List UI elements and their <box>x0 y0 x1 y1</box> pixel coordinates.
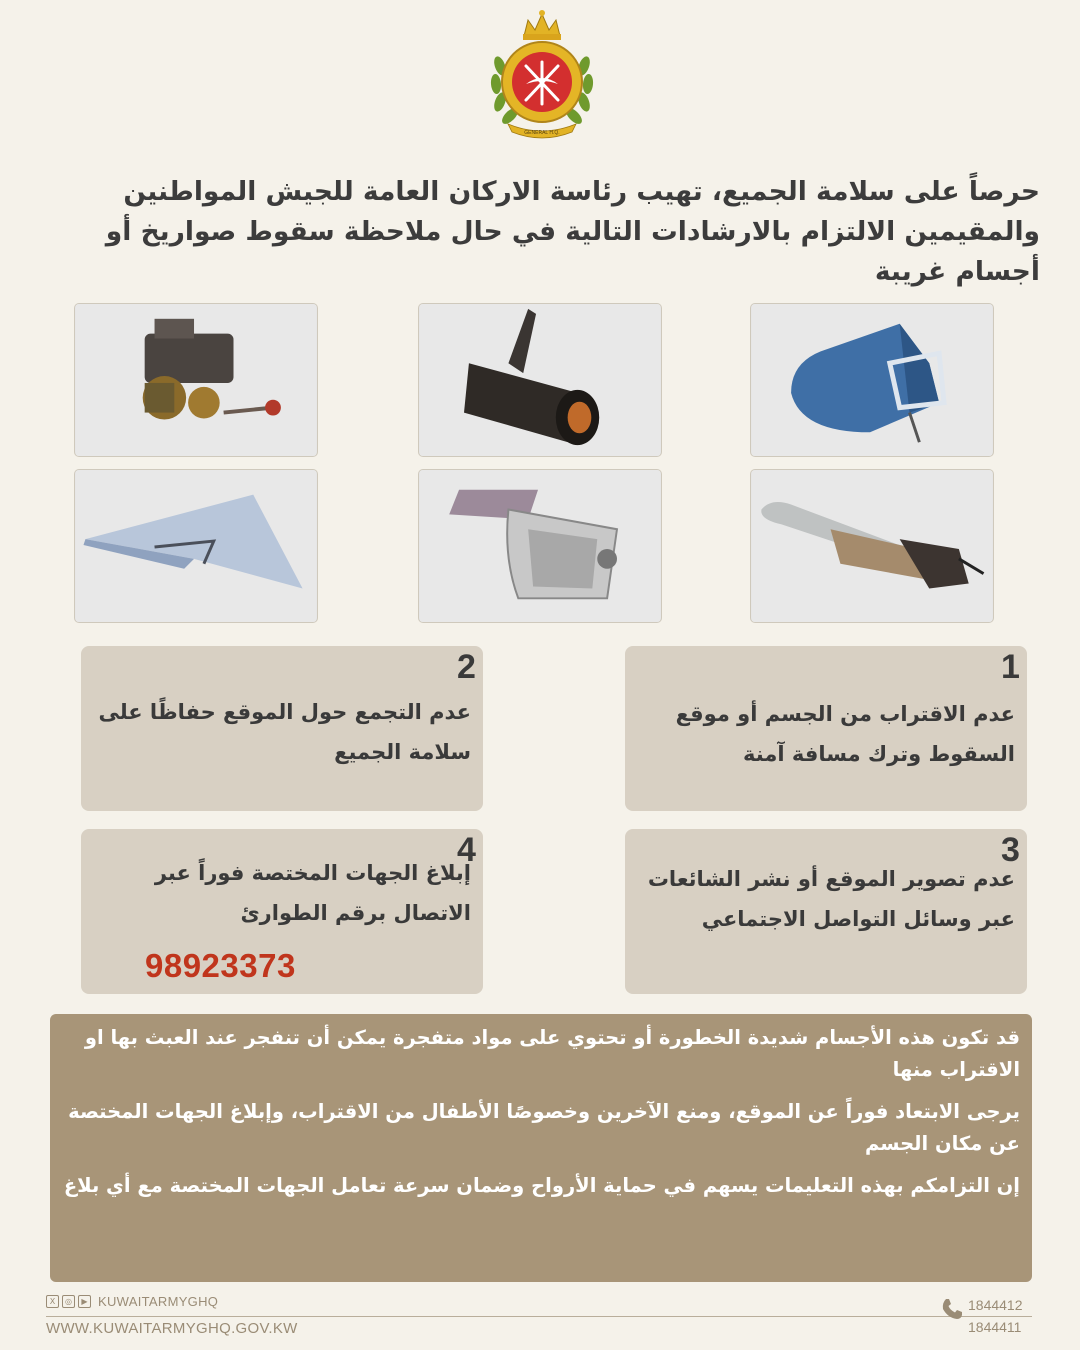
drone-wing-debris-icon <box>75 470 317 622</box>
youtube-icon[interactable]: ▶ <box>78 1295 91 1308</box>
step-4-card <box>81 829 483 994</box>
step-4-number: 4 <box>457 831 476 869</box>
phone-icon <box>940 1297 964 1321</box>
warning-paragraph-1: قد تكون هذه الأجسام شديدة الخطورة أو تحتوي على مواد متفجرة يمكن أن تنفجر عند العبث بها او الاقتراب منها <box>84 1026 1020 1081</box>
social-links <box>46 1294 218 1309</box>
step-3-text: عدم تصوير الموقع أو نشر الشائعات عبر وسائل التواصل الاجتماعي <box>647 867 1015 931</box>
photo-debris-6 <box>74 469 318 623</box>
hotline-1[interactable]: 1844412 <box>968 1297 1023 1313</box>
intro-text: حرصاً على سلامة الجميع، تهيب رئاسة الاركان العامة للجيش المواطنين والمقيمين الالتزام بالارشادات التالية في حال ملاحظة سقوط صواريخ أو أجسام غريبة <box>105 176 1040 287</box>
crushed-engine-debris-icon <box>419 470 661 622</box>
instagram-icon[interactable]: ◎ <box>62 1295 75 1308</box>
burnt-missile-body-debris-icon <box>419 304 661 456</box>
photo-debris-2 <box>418 303 662 457</box>
photo-debris-4 <box>750 469 994 623</box>
hotline-numbers <box>968 1294 1023 1338</box>
footer-divider <box>46 1316 1032 1317</box>
step-1-number: 1 <box>1001 648 1020 686</box>
warning-paragraph-2: يرجى الابتعاد فوراً عن الموقع، ومنع الآخرين وخصوصًا الأطفال من الاقتراب، وإبلاغ الجهات المختصة عن مكان الجسم <box>68 1100 1020 1155</box>
step-2-text: عدم التجمع حول الموقع حفاظًا على سلامة الجميع <box>98 700 471 764</box>
step-3-card <box>625 829 1027 994</box>
step-2-number: 2 <box>457 648 476 686</box>
photo-debris-1 <box>750 303 994 457</box>
warning-panel <box>50 1014 1032 1282</box>
x-twitter-icon[interactable]: X <box>46 1295 59 1308</box>
warning-paragraph-3: إن التزامكم بهذه التعليمات يسهم في حماية الأرواح وضمان سرعة تعامل الجهات المختصة مع أي بلاغ <box>63 1174 1020 1197</box>
social-handle[interactable]: KUWAITARMYGHQ <box>98 1294 219 1309</box>
photo-debris-5 <box>418 469 662 623</box>
step-4-text: إبلاغ الجهات المختصة فوراً عبر الاتصال برقم الطوارئ <box>154 861 471 925</box>
step-3-number: 3 <box>1001 831 1020 869</box>
website-link[interactable]: WWW.KUWAITARMYGHQ.GOV.KW <box>46 1320 298 1337</box>
blue-missile-nosecone-debris-icon <box>751 304 993 456</box>
hotline-2[interactable]: 1844411 <box>968 1319 1022 1335</box>
crown-icon <box>523 10 561 40</box>
missile-fragment-debris-icon <box>751 470 993 622</box>
emblem-caption: GENERAL H.Q. <box>524 130 560 136</box>
step-1-card <box>625 646 1027 811</box>
step-2-card <box>81 646 483 811</box>
kuwait-army-emblem <box>486 6 598 142</box>
emergency-phone-number[interactable]: 98923373 <box>145 947 296 984</box>
step-1-text: عدم الاقتراب من الجسم أو موقع السقوط وترك مسافة آمنة <box>675 702 1015 766</box>
photo-debris-3 <box>74 303 318 457</box>
drone-engine-debris-icon <box>75 304 317 456</box>
